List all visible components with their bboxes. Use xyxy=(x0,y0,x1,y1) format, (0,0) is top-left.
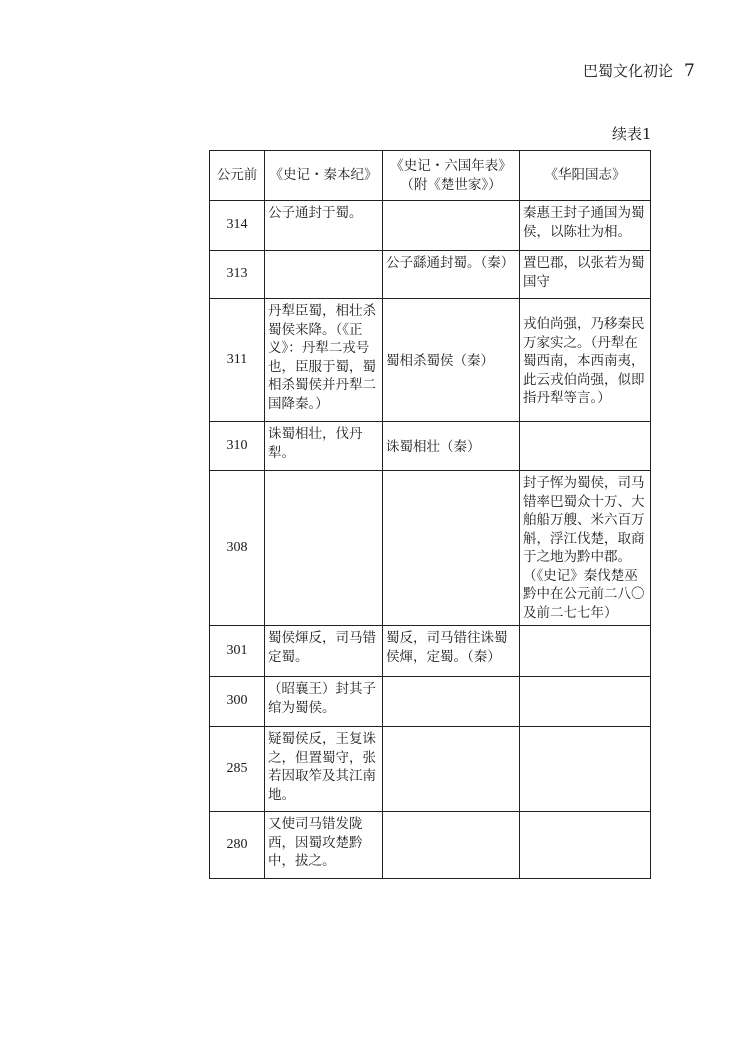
table-row xyxy=(210,677,651,727)
qin-benji-cell: 诛蜀相壮，伐丹犁。 xyxy=(265,422,383,471)
huayang-guozhi-cell: 封子恽为蜀侯，司马错率巴蜀众十万、大舶船万艘、米六百万斛，浮江伐楚，取商于之地为黔中郡。（《史记》秦伐楚巫黔中在公元前二八〇及前二七七年） xyxy=(520,471,651,626)
header-year: 公元前 xyxy=(210,151,265,201)
header-qin-benji: 《史记・秦本纪》 xyxy=(265,151,383,201)
chronology-table xyxy=(209,150,651,879)
huayang-guozhi-cell xyxy=(520,422,651,471)
year-cell: 308 xyxy=(210,471,265,626)
table-caption: 续表1 xyxy=(612,125,652,143)
huayang-guozhi-cell xyxy=(520,727,651,812)
running-head xyxy=(560,60,710,82)
huayang-guozhi-cell: 置巴郡，以张若为蜀国守 xyxy=(520,251,651,299)
qin-benji-cell: 公子通封于蜀。 xyxy=(265,201,383,251)
qin-benji-cell xyxy=(265,471,383,626)
qin-benji-cell: （昭襄王）封其子绾为蜀侯。 xyxy=(265,677,383,727)
liuguo-nianbiao-cell xyxy=(383,727,520,812)
table-row xyxy=(210,201,651,251)
book-title: 巴蜀文化初论 xyxy=(583,62,674,80)
liuguo-nianbiao-cell: 蜀相杀蜀侯（秦） xyxy=(383,299,520,422)
liuguo-nianbiao-cell: 诛蜀相壮（秦） xyxy=(383,422,520,471)
qin-benji-cell: 又使司马错发陇西，因蜀攻楚黔中，拔之。 xyxy=(265,812,383,879)
header-huayang-guozhi: 《华阳国志》 xyxy=(520,151,651,201)
table-row xyxy=(210,471,651,626)
table-row xyxy=(210,812,651,879)
year-cell: 313 xyxy=(210,251,265,299)
liuguo-nianbiao-cell: 蜀反，司马错往诛蜀侯煇，定蜀。（秦） xyxy=(383,626,520,677)
huayang-guozhi-cell xyxy=(520,677,651,727)
table-row xyxy=(210,299,651,422)
liuguo-nianbiao-cell xyxy=(383,812,520,879)
qin-benji-cell: 蜀侯煇反，司马错定蜀。 xyxy=(265,626,383,677)
table-row xyxy=(210,626,651,677)
year-cell: 280 xyxy=(210,812,265,879)
year-cell: 314 xyxy=(210,201,265,251)
year-cell: 301 xyxy=(210,626,265,677)
page-number: 7 xyxy=(684,61,695,81)
liuguo-nianbiao-cell xyxy=(383,201,520,251)
huayang-guozhi-cell xyxy=(520,812,651,879)
table-row xyxy=(210,251,651,299)
liuguo-nianbiao-cell: 公子繇通封蜀。（秦） xyxy=(383,251,520,299)
table-row xyxy=(210,727,651,812)
year-cell: 300 xyxy=(210,677,265,727)
year-cell: 285 xyxy=(210,727,265,812)
huayang-guozhi-cell: 戎伯尚强，乃移秦民万家实之。（丹犁在蜀西南，本西南夷，此云戎伯尚强，似即指丹犁等言。） xyxy=(520,299,651,422)
liuguo-nianbiao-cell xyxy=(383,471,520,626)
header-liuguo-nianbiao: 《史记・六国年表》 （附《楚世家》） xyxy=(383,151,520,201)
qin-benji-cell xyxy=(265,251,383,299)
huayang-guozhi-cell xyxy=(520,626,651,677)
huayang-guozhi-cell: 秦惠王封子通国为蜀侯，以陈壮为相。 xyxy=(520,201,651,251)
year-cell: 310 xyxy=(210,422,265,471)
table-row xyxy=(210,422,651,471)
qin-benji-cell: 丹犁臣蜀，相壮杀蜀侯来降。（《正义》：丹犁二戎号也，臣服于蜀，蜀相杀蜀侯并丹犁二国降秦。） xyxy=(265,299,383,422)
liuguo-nianbiao-cell xyxy=(383,677,520,727)
year-cell: 311 xyxy=(210,299,265,422)
table-header-row xyxy=(210,151,651,201)
qin-benji-cell: 疑蜀侯反，王复诛之，但置蜀守，张若因取笮及其江南地。 xyxy=(265,727,383,812)
